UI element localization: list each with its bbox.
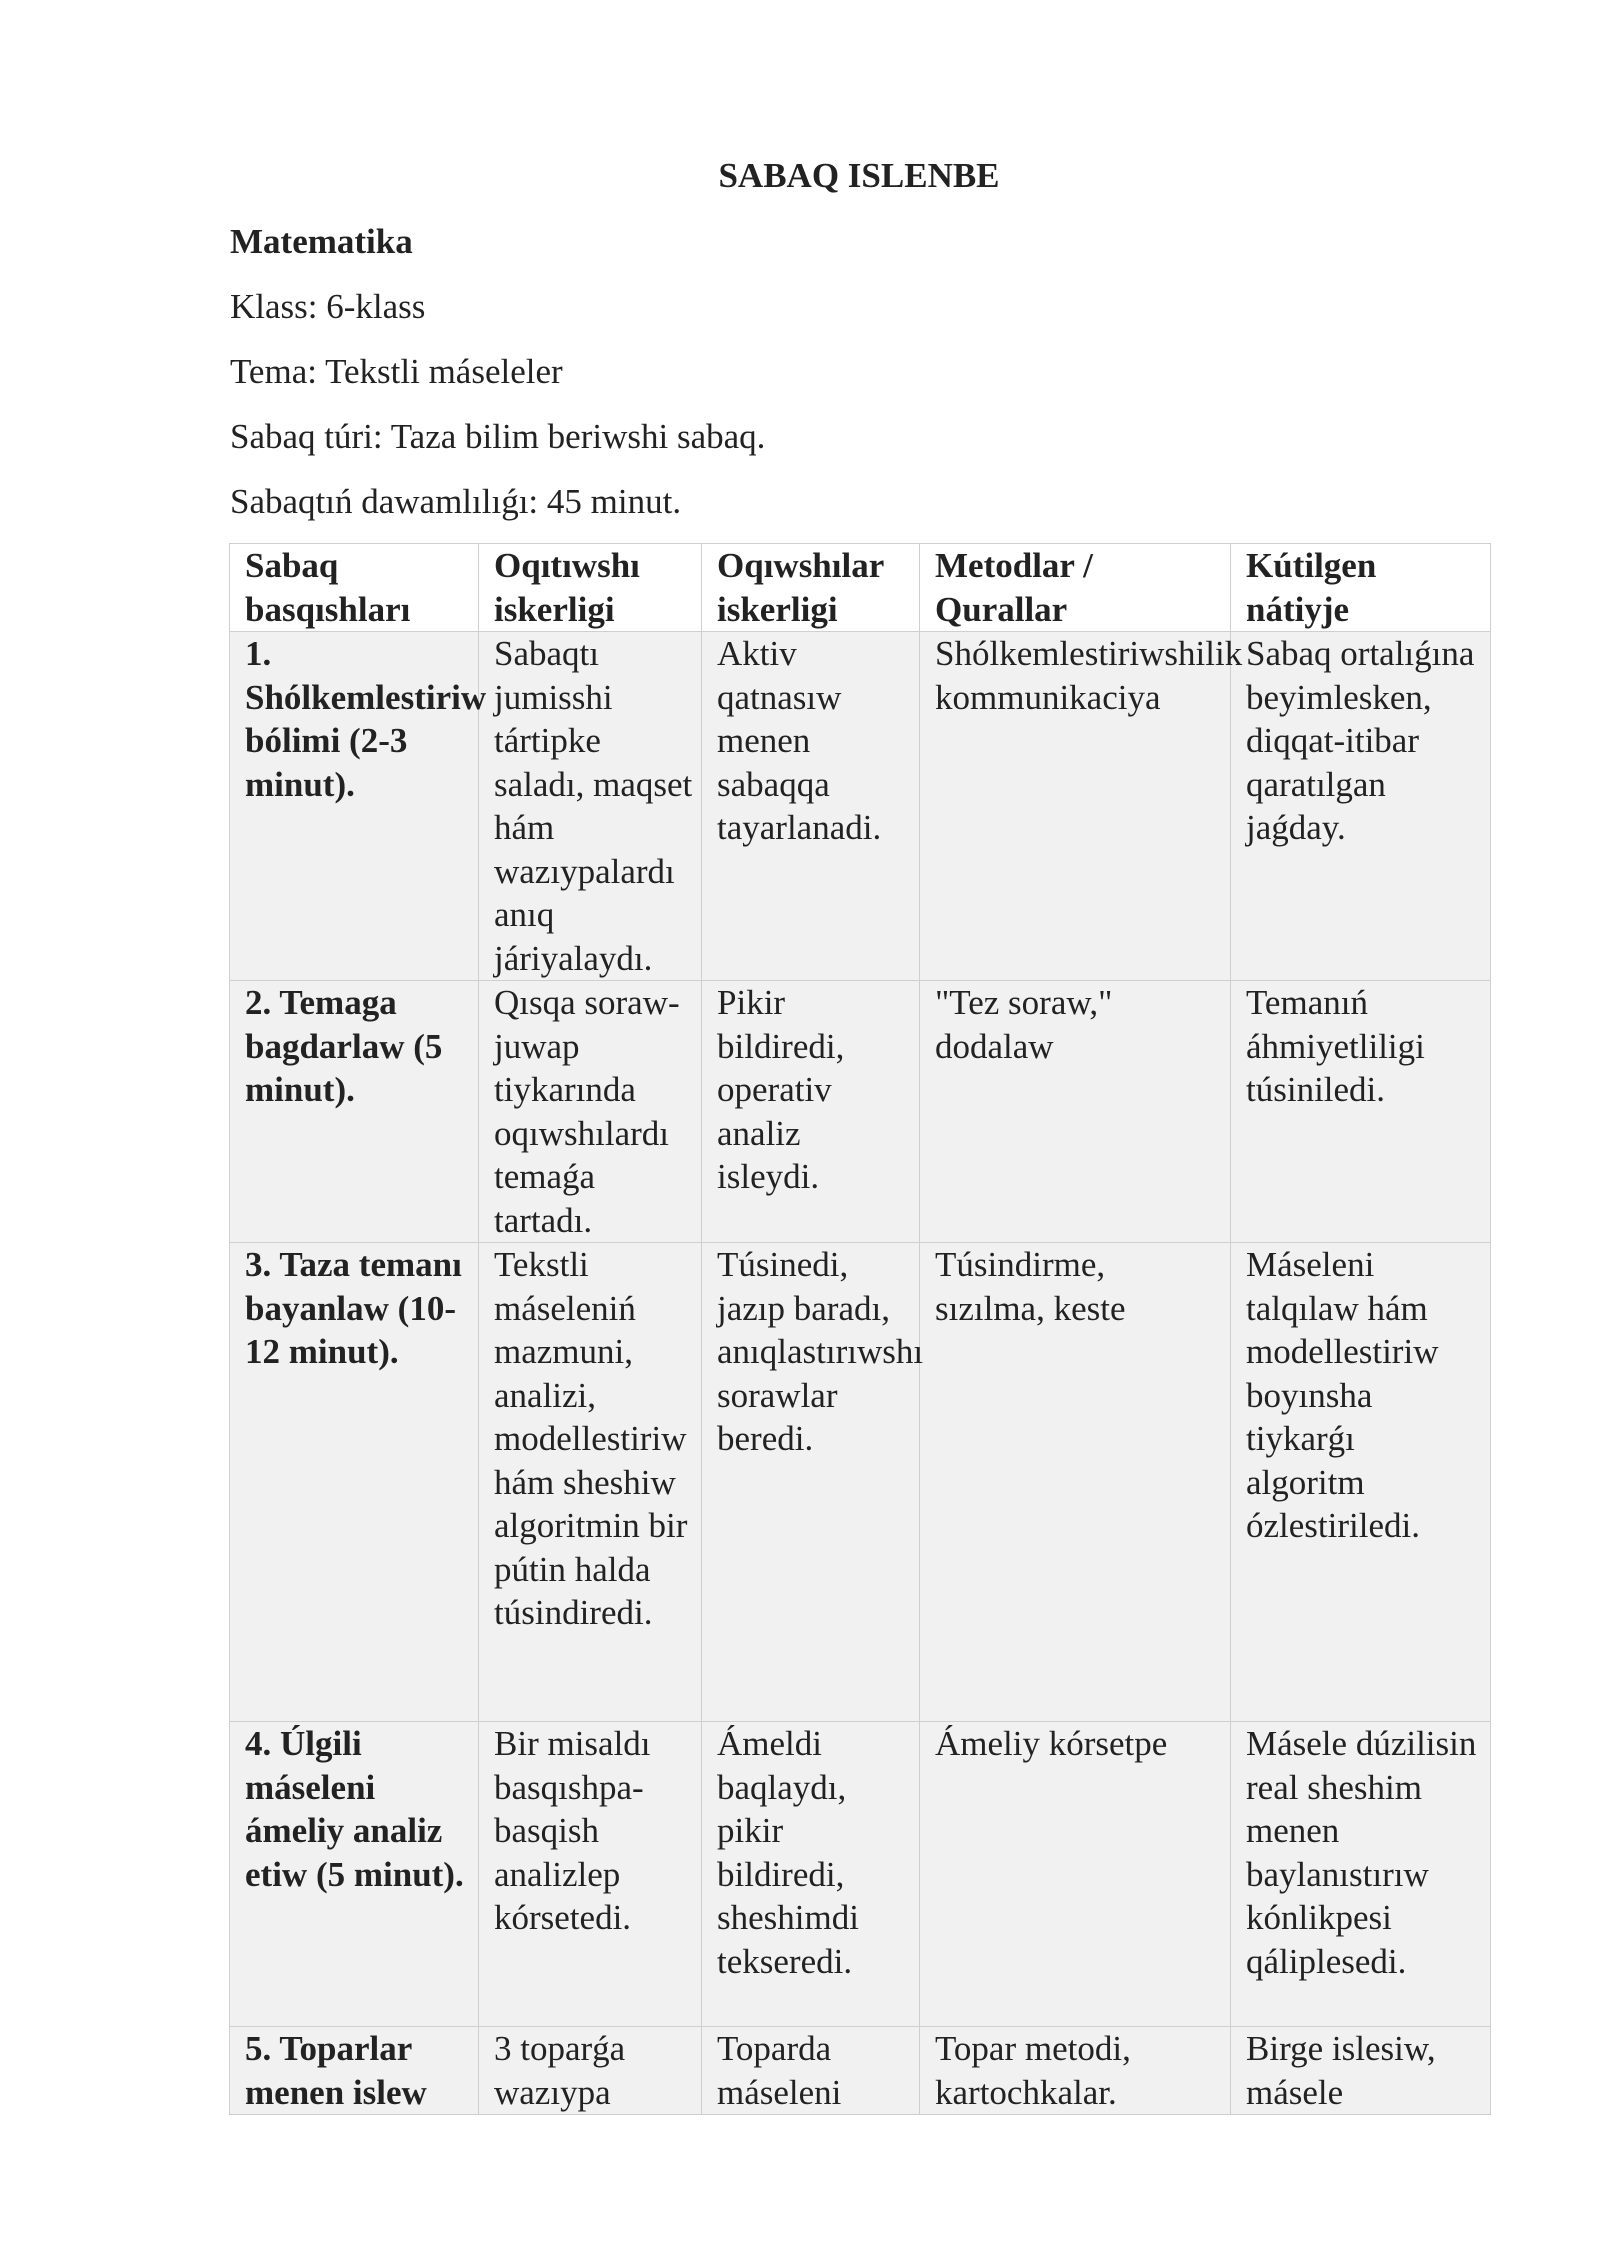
page-title: SABAQ ISLENBE [718, 156, 1000, 195]
stage-cell: 1. Shólkemlestiriw bólimi (2-3 minut). [230, 632, 479, 981]
teacher-activity-cell: Tekstli máseleniń mazmuni, analizi, modellestiriw hám sheshiw algoritmin bir pútin halda túsindiredi. [479, 1243, 702, 1722]
expected-result-cell: Máseleni talqılaw hám modellestiriw boyınsha tiykarǵı algoritm ózlestiriledi. [1231, 1243, 1491, 1722]
subject-heading: Matematika [230, 222, 413, 261]
student-activity-cell: Túsinedi, jazıp baradı, anıqlastırıwshı sorawlar beredi. [702, 1243, 920, 1722]
methods-cell: "Tez soraw," dodalaw [920, 981, 1231, 1243]
stage-cell: 5. Toparlar menen islew [230, 2027, 479, 2115]
table-header-row [230, 544, 1491, 632]
student-activity-cell: Aktiv qatnasıw menen sabaqqa tayarlanadi. [702, 632, 920, 981]
stage-cell: 2. Temaga bagdarlaw (5 minut). [230, 981, 479, 1243]
topic-line: Tema: Tekstli máseleler [230, 352, 563, 391]
student-activity-cell: Pikir bildiredi, operativ analiz isleydi. [702, 981, 920, 1243]
methods-cell: Ámeliy kórsetpe [920, 1722, 1231, 2027]
teacher-activity-cell: Sabaqtı jumisshi tártipke saladı, maqset hám wazıypalardı anıq járiyalaydı. [479, 632, 702, 981]
student-activity-cell: Toparda máseleni [702, 2027, 920, 2115]
expected-result-cell: Sabaq ortalıǵına beyimlesken, diqqat-itibar qaratılgan jaǵday. [1231, 632, 1491, 981]
lesson-plan-table [229, 543, 1491, 2115]
table-row [230, 981, 1491, 1243]
teacher-activity-cell: Bir misaldı basqıshpa-basqish analizlep kórsetedi. [479, 1722, 702, 2027]
duration-line: Sabaqtıń dawamlılıǵı: 45 minut. [230, 482, 682, 521]
stage-cell: 4. Úlgili máseleni ámeliy analiz etiw (5 minut). [230, 1722, 479, 2027]
table-row [230, 1722, 1491, 2027]
expected-result-cell: Temanıń áhmiyetliligi túsiniledi. [1231, 981, 1491, 1243]
class-line: Klass: 6-klass [230, 287, 426, 326]
table-row [230, 2027, 1491, 2115]
methods-cell: Topar metodi, kartochkalar. [920, 2027, 1231, 2115]
teacher-activity-cell: 3 toparǵa wazıypa [479, 2027, 702, 2115]
expected-result-cell: Birge islesiw, másele [1231, 2027, 1491, 2115]
methods-cell: Túsindirme, sızılma, keste [920, 1243, 1231, 1722]
methods-cell: Shólkemlestiriwshilik kommunikaciya [920, 632, 1231, 981]
expected-result-cell: Másele dúzilisin real sheshim menen baylanıstırıw kónlikpesi qáliplesedi. [1231, 1722, 1491, 2027]
header-expected-result: Kútilgen nátiyje [1231, 544, 1491, 632]
student-activity-cell: Ámeldi baqlaydı, pikir bildiredi, sheshimdi tekseredi. [702, 1722, 920, 2027]
teacher-activity-cell: Qısqa soraw-juwap tiykarında oqıwshılardı temaǵa tartadı. [479, 981, 702, 1243]
stage-cell: 3. Taza temanı bayanlaw (10-12 minut). [230, 1243, 479, 1722]
table-row [230, 1243, 1491, 1722]
header-student-activity: Oqıwshılar iskerligi [702, 544, 920, 632]
table-row [230, 632, 1491, 981]
header-methods: Metodlar / Qurallar [920, 544, 1231, 632]
header-teacher-activity: Oqıtıwshı iskerligi [479, 544, 702, 632]
header-stages: Sabaq basqıshları [230, 544, 479, 632]
lesson-type-line: Sabaq túri: Taza bilim beriwshi sabaq. [230, 417, 766, 456]
